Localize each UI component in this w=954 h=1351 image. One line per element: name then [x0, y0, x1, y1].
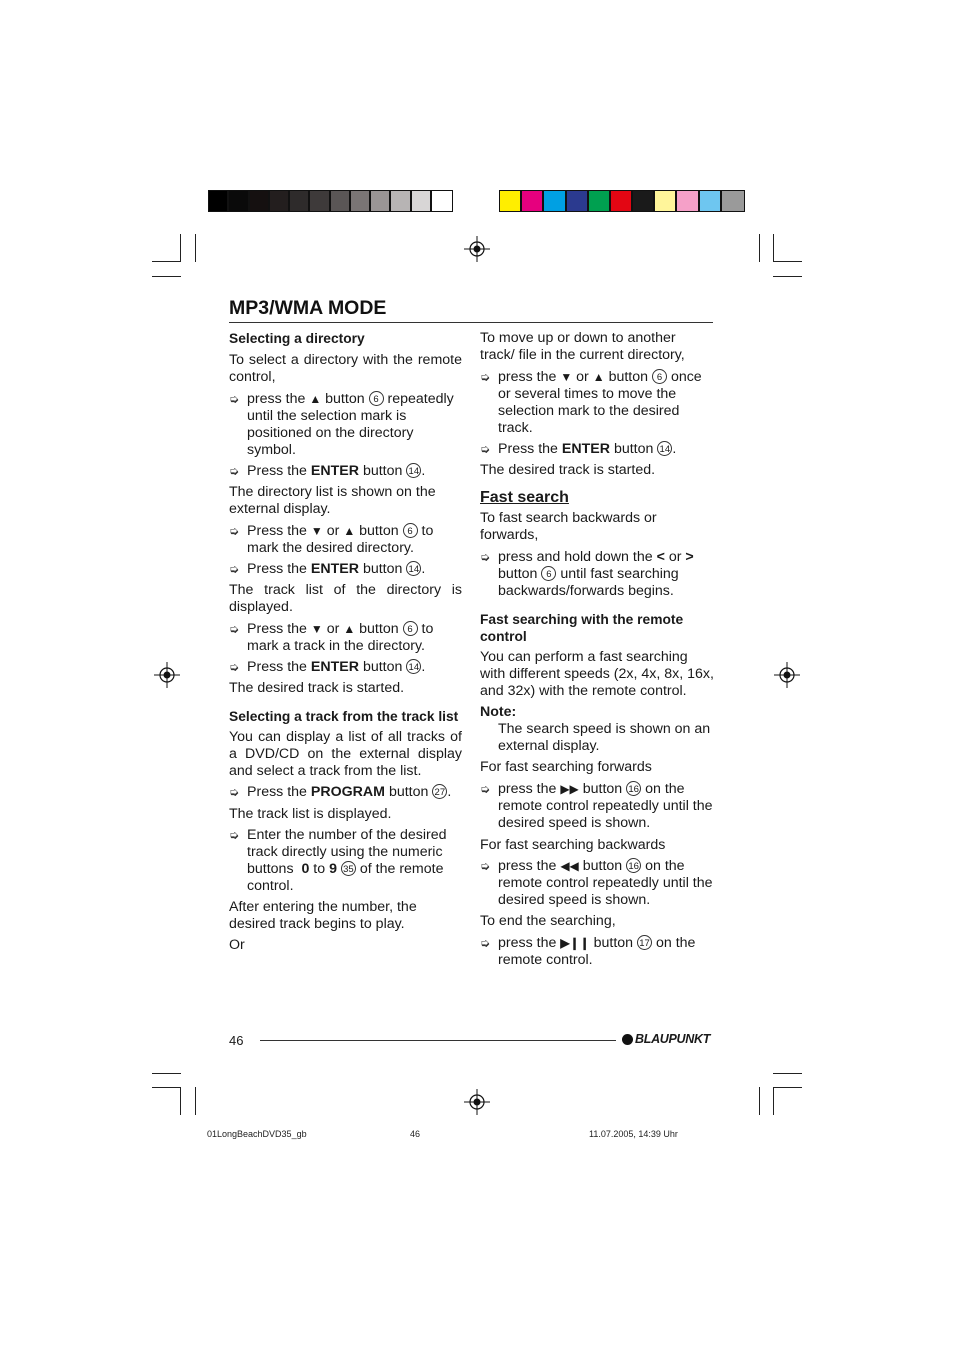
registration-mark-icon [464, 236, 490, 262]
list-item: ➭ press the ▶▶ button 16 on the remote control repeatedly until the desired speed is shown. [480, 781, 713, 831]
brand-dot-icon [622, 1034, 633, 1045]
crop-mark [773, 1087, 774, 1115]
color-swatch [391, 191, 411, 211]
list-item: ➭ press the ▲ button 6 repeatedly until the selection mark is positioned on the directory symbol. [229, 391, 454, 458]
paragraph: For fast searching forwards [480, 759, 652, 775]
brand-logo: BLAUPUNKT [622, 1032, 710, 1046]
bullet-arrow-icon: ➭ [229, 828, 240, 842]
chevron-left-icon: < [656, 549, 665, 565]
list-item: ➭ Press the ▼ or ▲ button 6 to mark the desired directory. [229, 523, 434, 556]
color-swatch [500, 191, 522, 211]
down-arrow-icon: ▼ [560, 370, 573, 384]
color-swatch [250, 191, 270, 211]
color-swatch [371, 191, 391, 211]
imprint-timestamp: 11.07.2005, 14:39 Uhr [589, 1129, 678, 1139]
list-item: ➭ Press the ENTER button 14 . [480, 441, 677, 457]
bullet-arrow-icon: ➭ [480, 936, 491, 950]
rewind-icon: ◀◀ [560, 859, 579, 873]
paragraph: You can display a list of all tracks of a DVD/CD on the external display and select a track from the list. [229, 729, 462, 779]
paragraph: Or [229, 937, 245, 953]
note-text: The search speed is shown on an external display. [498, 721, 711, 754]
down-arrow-icon: ▼ [310, 524, 323, 538]
bullet-arrow-icon: ➭ [480, 370, 491, 384]
crop-mark [773, 276, 802, 277]
color-swatch [655, 191, 677, 211]
list-item: ➭ Press the ENTER button 14 . [229, 561, 426, 577]
bullet-arrow-icon: ➭ [480, 859, 491, 873]
paragraph: After entering the number, the desired track begins to play. [229, 899, 417, 932]
bullet-arrow-icon: ➭ [229, 562, 240, 576]
color-swatch [351, 191, 371, 211]
crop-mark [773, 234, 774, 262]
bullet-arrow-icon: ➭ [229, 524, 240, 538]
list-item: ➭ Press the ENTER button 14 . [229, 463, 426, 479]
note-label: Note: [480, 704, 517, 720]
crop-mark [759, 1087, 760, 1115]
crop-mark [759, 234, 760, 262]
right-column [480, 330, 714, 969]
button-number-badge: 16 [626, 858, 641, 873]
up-arrow-icon: ▲ [592, 370, 605, 384]
footer-rule [260, 1040, 616, 1041]
color-swatch [209, 191, 229, 211]
grayscale-calibration-bar [208, 190, 453, 212]
crop-mark [180, 234, 181, 262]
up-arrow-icon: ▲ [343, 524, 356, 538]
button-number-badge: 6 [541, 566, 556, 581]
crop-mark [773, 261, 802, 262]
crop-mark [195, 234, 196, 262]
imprint-page-number: 46 [410, 1129, 421, 1139]
crop-mark [152, 1073, 181, 1074]
bullet-arrow-icon: ➭ [229, 660, 240, 674]
down-arrow-icon: ▼ [310, 622, 323, 636]
bullet-arrow-icon: ➭ [229, 392, 240, 406]
paragraph: The directory list is shown on the external display. [229, 484, 436, 517]
crop-mark [152, 1087, 181, 1088]
color-swatch [544, 191, 566, 211]
bullet-arrow-icon: ➭ [229, 464, 240, 478]
paragraph: The track list is displayed. [229, 806, 392, 822]
button-number-badge: 14 [406, 463, 421, 478]
paragraph: The desired track is started. [480, 462, 656, 478]
color-swatch [270, 191, 290, 211]
color-swatch [700, 191, 722, 211]
bullet-arrow-icon: ➭ [480, 442, 491, 456]
section-heading: Selecting a directory [229, 331, 365, 346]
left-column [229, 330, 462, 954]
button-number-badge: 17 [637, 935, 652, 950]
up-arrow-icon: ▲ [343, 622, 356, 636]
list-item: ➭ press the ▼ or ▲ button 6 once or several times to move the selection mark to the desired track. [480, 369, 702, 436]
button-number-badge: 16 [626, 781, 641, 796]
button-number-badge: 6 [369, 391, 384, 406]
crop-mark [152, 261, 181, 262]
page-number: 46 [229, 1033, 244, 1048]
paragraph: For fast searching backwards [480, 837, 666, 853]
paragraph: To fast search backwards or forwards, [480, 510, 657, 543]
list-item: ➭ press the ◀◀ button 16 on the remote control repeatedly until the desired speed is shown. [480, 858, 713, 908]
button-number-badge: 27 [432, 784, 447, 799]
section-heading: Selecting a track from the track list [229, 709, 459, 724]
color-swatch [331, 191, 351, 211]
title-rule [229, 322, 713, 323]
color-swatch [229, 191, 249, 211]
up-arrow-icon: ▲ [309, 392, 322, 406]
color-swatch [633, 191, 655, 211]
crop-mark [152, 276, 181, 277]
crop-mark [195, 1087, 196, 1115]
color-swatch [722, 191, 744, 211]
color-swatch [310, 191, 330, 211]
list-item: ➭ Press the ENTER button 14 . [229, 659, 426, 675]
color-swatch [611, 191, 633, 211]
color-swatch [432, 191, 452, 211]
crop-mark [180, 1087, 181, 1115]
color-swatch [677, 191, 699, 211]
registration-mark-icon [464, 1089, 490, 1115]
bullet-arrow-icon: ➭ [229, 622, 240, 636]
paragraph: The desired track is started. [229, 680, 405, 696]
list-item: ➭ press the ▶❙❙ button 17 on the remote control. [480, 935, 696, 968]
button-number-badge: 35 [341, 861, 356, 876]
list-item: ➭ Press the ▼ or ▲ button 6 to mark a track in the directory. [229, 621, 434, 654]
bullet-arrow-icon: ➭ [480, 550, 491, 564]
color-swatch [589, 191, 611, 211]
crop-mark [773, 1087, 802, 1088]
list-item: ➭ press and hold down the < or > button 6 until fast searching backwards/forwards begins. [480, 549, 694, 599]
list-item: ➭ Press the PROGRAM button 27 . [229, 784, 452, 800]
color-swatch [567, 191, 589, 211]
button-number-badge: 14 [406, 659, 421, 674]
bullet-arrow-icon: ➭ [229, 785, 240, 799]
paragraph: To move up or down to another track/ file in the current directory, [480, 330, 685, 363]
paragraph: To select a directory with the remote control, [229, 352, 462, 385]
button-number-badge: 6 [652, 369, 667, 384]
list-item: ➭ Enter the number of the desired track directly using the numeric buttons 0 to 9 35 of the remote control. [229, 827, 447, 894]
chevron-right-icon: > [685, 549, 694, 565]
button-number-badge: 6 [403, 523, 418, 538]
page-title: MP3/WMA MODE [229, 297, 387, 319]
section-heading: Fast searching with the remote control [480, 612, 684, 644]
button-number-badge: 14 [657, 441, 672, 456]
color-swatch [412, 191, 432, 211]
color-swatch [290, 191, 310, 211]
paragraph: To end the searching, [480, 913, 616, 929]
crop-mark [773, 1073, 802, 1074]
button-number-badge: 6 [403, 621, 418, 636]
color-calibration-bar [499, 190, 745, 212]
bullet-arrow-icon: ➭ [480, 782, 491, 796]
color-swatch [522, 191, 544, 211]
button-number-badge: 14 [406, 561, 421, 576]
imprint-file-name: 01LongBeachDVD35_gb [207, 1129, 307, 1139]
paragraph: You can perform a fast searching with different speeds (2x, 4x, 8x, 16x, and 32x) with the remote control. [480, 649, 714, 699]
fast-forward-icon: ▶▶ [560, 782, 579, 796]
section-heading: Fast search [480, 489, 569, 506]
registration-mark-icon [154, 662, 180, 688]
paragraph: The track list of the directory is displayed. [229, 582, 462, 615]
play-pause-icon: ▶❙❙ [560, 936, 590, 950]
registration-mark-icon [774, 662, 800, 688]
